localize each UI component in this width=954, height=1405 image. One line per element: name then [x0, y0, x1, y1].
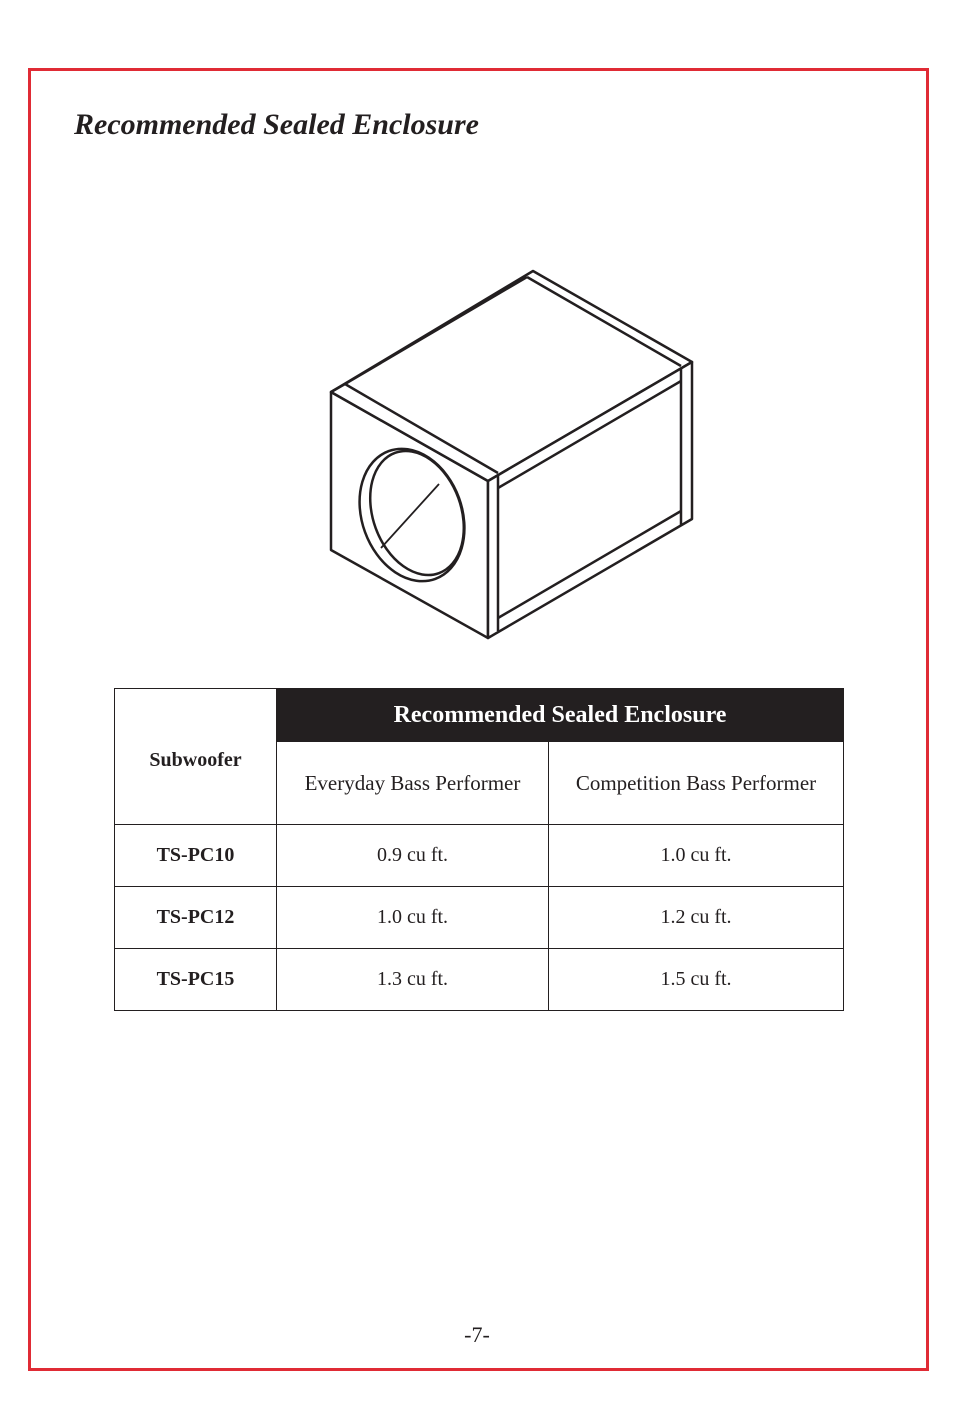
- subwoofer-header: Subwoofer: [115, 689, 277, 825]
- competition-volume: 1.2 cu ft.: [549, 887, 844, 949]
- column-header-everyday: Everyday Bass Performer: [277, 742, 549, 825]
- column-header-competition: Competition Bass Performer: [549, 742, 844, 825]
- competition-volume: 1.5 cu ft.: [549, 949, 844, 1011]
- table-row: [115, 825, 844, 887]
- everyday-volume: 1.3 cu ft.: [277, 949, 549, 1011]
- everyday-volume: 0.9 cu ft.: [277, 825, 549, 887]
- enclosure-spec-table: [114, 688, 844, 1011]
- model-name: TS-PC10: [115, 825, 277, 887]
- page-title: Recommended Sealed Enclosure: [74, 108, 479, 141]
- table-row: [115, 887, 844, 949]
- enclosure-illustration: [320, 262, 700, 647]
- model-name: TS-PC15: [115, 949, 277, 1011]
- model-name: TS-PC12: [115, 887, 277, 949]
- page-number: -7-: [464, 1322, 490, 1347]
- everyday-volume: 1.0 cu ft.: [277, 887, 549, 949]
- enclosure-group-header: Recommended Sealed Enclosure: [277, 689, 844, 742]
- table-row: [115, 949, 844, 1011]
- competition-volume: 1.0 cu ft.: [549, 825, 844, 887]
